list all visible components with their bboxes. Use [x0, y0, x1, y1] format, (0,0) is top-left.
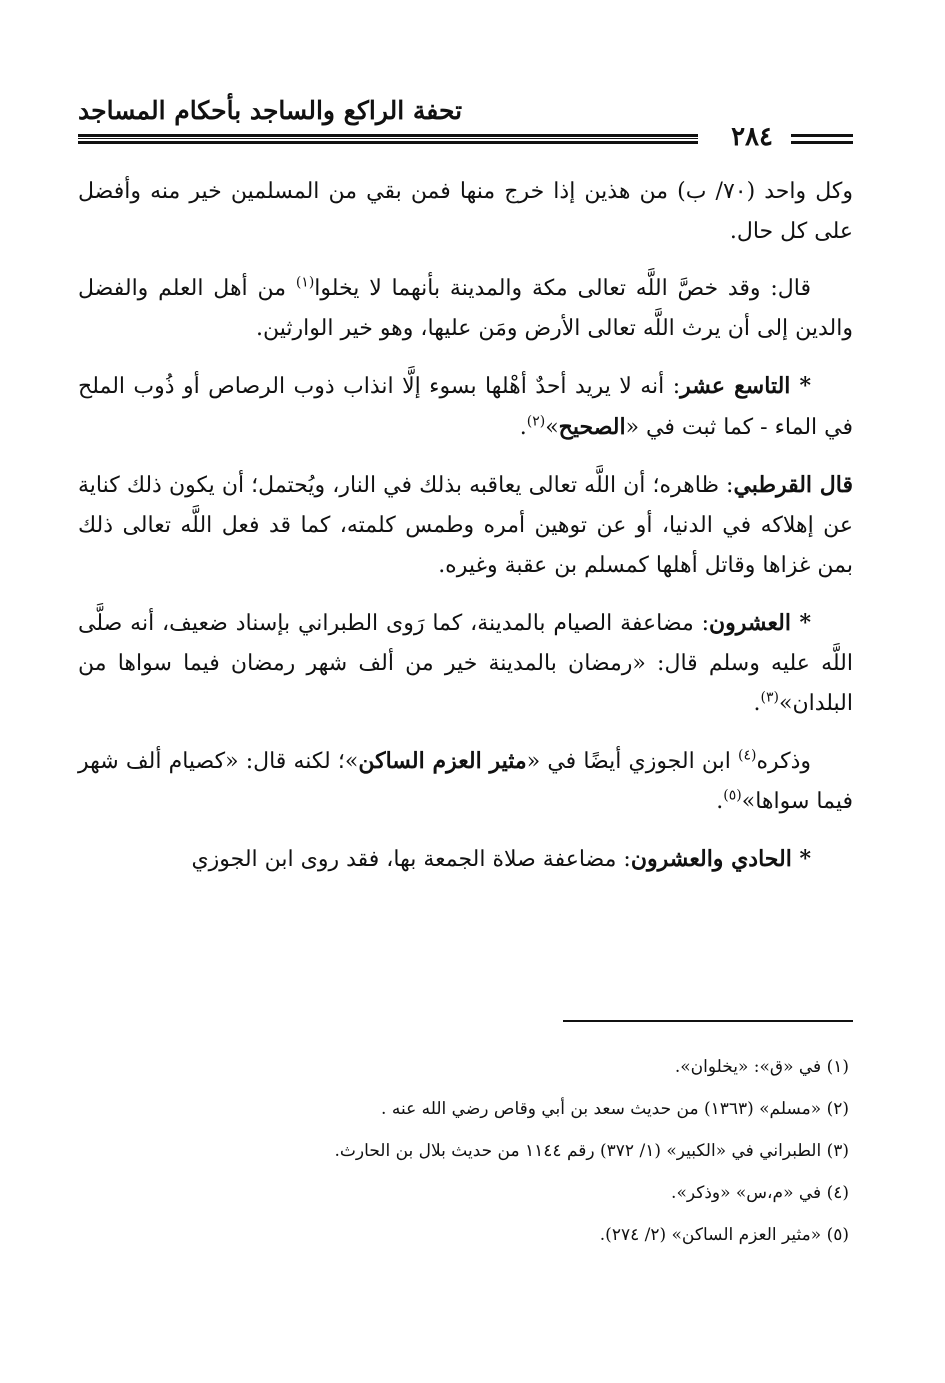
paragraph-text: » — [545, 415, 559, 440]
paragraph-text: . — [716, 789, 724, 814]
section-heading: قال القرطبي — [733, 472, 853, 498]
running-title: تحفة الراكع والساجد بأحكام المساجد — [78, 96, 463, 125]
footnote-ref[interactable]: (٣) — [760, 689, 779, 706]
header-rule-long — [78, 134, 698, 144]
page-header — [78, 92, 853, 164]
section-heading: * العشرون — [709, 610, 811, 636]
footnote-3: (٣) الطبراني في «الكبير» (١/ ٣٧٢) رقم ١١٤٤ من حديث بلال بن الحارث. — [334, 1141, 849, 1161]
paragraph-text: : مضاعفة الصيام بالمدينة، كما رَوى الطبراني بإسناد ضعيف، أنه صلَّى اللَّه عليه وسلم قال: «رمضان بالمدينة خير من ألف شهر رمضان فيما سواها من البلدان» — [78, 611, 853, 716]
paragraph-text: : مضاعفة صلاة الجمعة بها، فقد روى ابن الجوزي — [191, 847, 631, 872]
paragraph-2 — [78, 269, 853, 349]
paragraph-text: : ظاهره؛ أن اللَّه تعالى يعاقبه بذلك في النار، ويُحتمل؛ أن يكون ذلك كناية عن إهلاكه في الدنيا، أو عن توهين أمره وطمس كلمته، كما قد فعل اللَّه تعالى ذلك بمن غزاها وقاتل أهلها كمسلم بن عقبة وغيره. — [78, 473, 853, 578]
paragraph-4 — [78, 465, 853, 586]
book-title: الصحيح — [558, 414, 626, 440]
paragraph-text: . — [519, 415, 527, 440]
page-number: ٢٨٤ — [731, 122, 773, 152]
paragraph-text: وكل واحد (٧٠/ ب) من هذين إذا خرج منها فمن بقي من المسلمين خير منه وأفضل على كل حال. — [78, 179, 853, 244]
paragraph-6 — [78, 741, 853, 822]
footnote-ref[interactable]: (٤) — [737, 747, 757, 764]
paragraph-3 — [78, 366, 853, 448]
paragraph-1 — [78, 172, 853, 252]
paragraph-text: قال: وقد خصَّ اللَّه تعالى مكة والمدينة بأنهما لا يخلوا — [314, 276, 811, 301]
paragraph-text: »؛ لكنه قال: «كصيام ألف شهر فيما سواها» — [78, 749, 853, 814]
paragraph-text: . — [753, 691, 761, 716]
footnote-ref[interactable]: (٢) — [526, 413, 546, 430]
book-title: مثير العزم الساكن — [358, 748, 527, 774]
paragraph-text: ابن الجوزي أيضًا في « — [526, 749, 738, 774]
header-rule-short — [791, 134, 853, 144]
footnote-5: (٥) «مثير العزم الساكن» (٢/ ٢٧٤). — [599, 1225, 849, 1245]
paragraph-5 — [78, 603, 853, 724]
footnote-4: (٤) في «م،س» «وذكر». — [671, 1183, 849, 1203]
footnote-1: (١) في «ق»: «يخلوان». — [674, 1057, 849, 1077]
footnotes — [129, 1046, 849, 1256]
footnote-2: (٢) «مسلم» (١٣٦٣) من حديث سعد بن أبي وقاص رضي الله عنه . — [381, 1099, 849, 1119]
section-heading: * الحادي والعشرون — [630, 846, 811, 872]
footnote-ref[interactable]: (٥) — [723, 787, 742, 804]
paragraph-text: : أنه لا يريد أحدٌ أهْلها بسوء إلَّا انذاب ذوب الرصاص أو ذُوب الملح في الماء - كما ثبت في « — [78, 374, 853, 440]
footnote-separator — [563, 1020, 853, 1022]
paragraph-text: وذكره — [756, 749, 811, 774]
footnote-ref[interactable]: (١) — [295, 274, 315, 291]
main-text — [78, 172, 853, 897]
section-heading: * التاسع عشر — [680, 373, 811, 399]
paragraph-7 — [78, 839, 853, 880]
paragraph-text: من أهل العلم والفضل والدين إلى أن يرث اللَّه تعالى الأرض ومَن عليها، وهو خير الوارثين. — [78, 276, 853, 341]
